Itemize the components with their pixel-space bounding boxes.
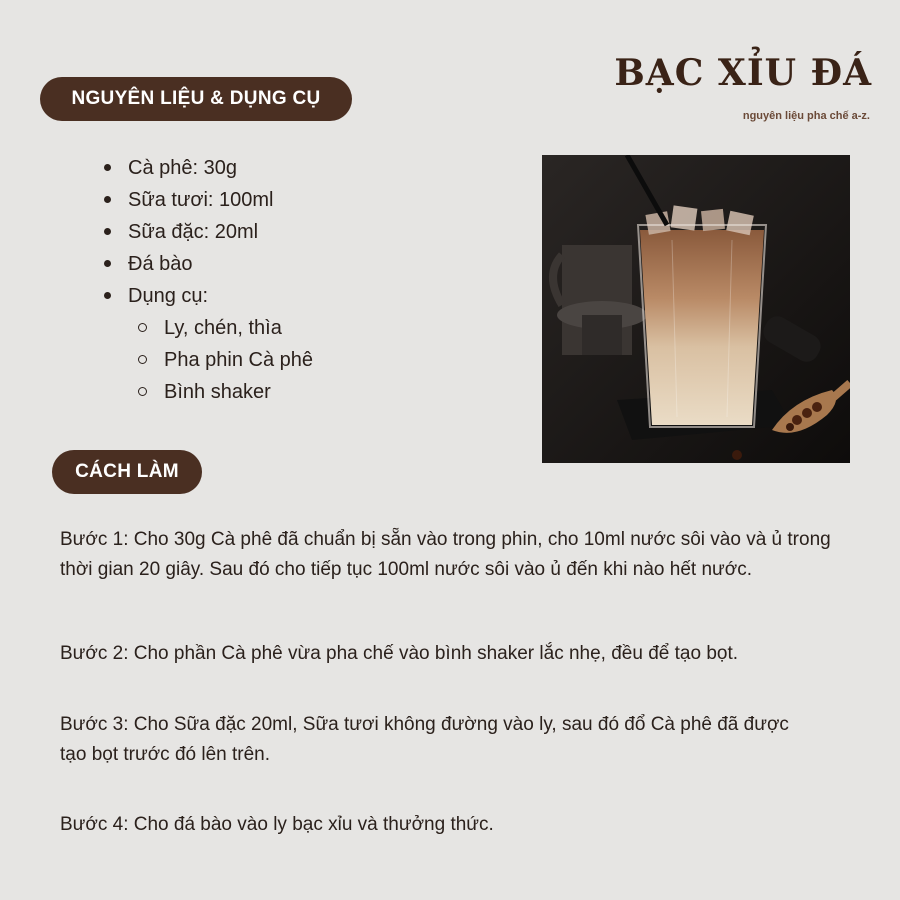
iced-coffee-photo bbox=[542, 155, 850, 463]
ingredient-item-tools bbox=[100, 280, 313, 408]
method-heading: CÁCH LÀM bbox=[52, 450, 202, 494]
ingredients-list bbox=[100, 152, 313, 408]
page-title: BẠC XỈU ĐÁ bbox=[614, 52, 872, 94]
page-subtitle: nguyên liệu pha chế a-z. bbox=[742, 110, 870, 122]
ingredient-item: Đá bào bbox=[100, 248, 313, 280]
tool-item: Bình shaker bbox=[138, 376, 313, 408]
step-3: Bước 3: Cho Sữa đặc 20ml, Sữa tươi không đường vào ly, sau đó đổ Cà phê đã được tạo bọt trước đó lên trên. bbox=[60, 714, 789, 765]
step-2: Bước 2: Cho phần Cà phê vừa pha chế vào bình shaker lắc nhẹ, đều để tạo bọt. bbox=[60, 643, 739, 664]
step-4: Bước 4: Cho đá bào vào ly bạc xỉu và thưởng thức. bbox=[60, 814, 494, 835]
ingredient-item: Sữa đặc: 20ml bbox=[100, 216, 313, 248]
ingredient-item: Sữa tươi: 100ml bbox=[100, 184, 313, 216]
tools-label: Dụng cụ: bbox=[128, 285, 209, 307]
tool-item: Pha phin Cà phê bbox=[138, 344, 313, 376]
tool-item: Ly, chén, thìa bbox=[138, 312, 313, 344]
iced-coffee-illustration bbox=[542, 155, 850, 463]
tools-list bbox=[128, 312, 313, 408]
ingredients-heading: NGUYÊN LIỆU & DỤNG CỤ bbox=[40, 77, 352, 121]
step-1: Bước 1: Cho 30g Cà phê đã chuẩn bị sẵn vào trong phin, cho 10ml nước sôi vào và ủ trong thời gian 20 giây. Sau đó cho tiếp tục 100ml nước sôi vào ủ đến khi nào hết nước. bbox=[60, 529, 831, 580]
ingredient-item: Cà phê: 30g bbox=[100, 152, 313, 184]
